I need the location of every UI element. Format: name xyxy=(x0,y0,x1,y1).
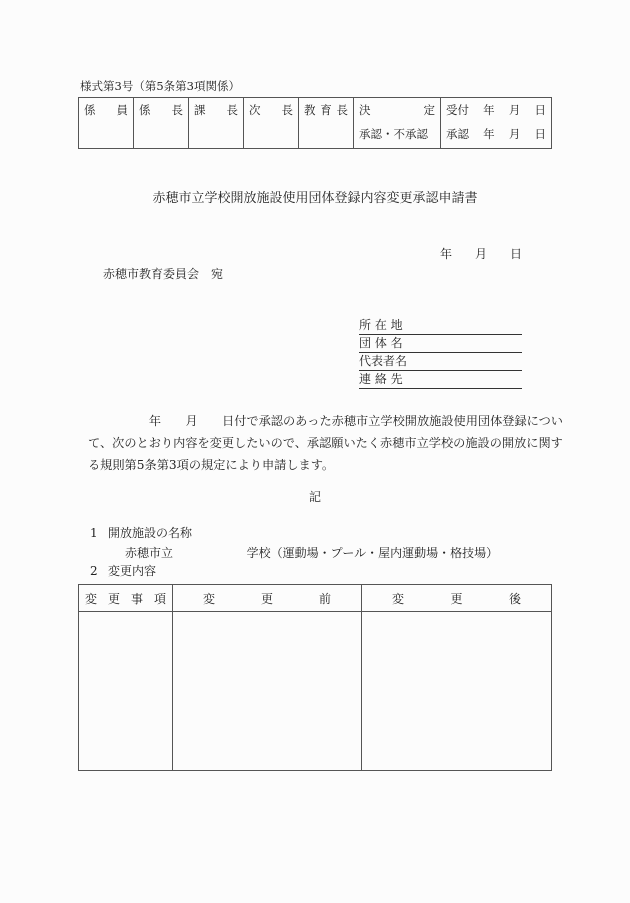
document-title: 赤穂市立学校開放施設使用団体登録内容変更承認申請書 xyxy=(152,191,478,206)
facility-suffix: 学校（運動場・プール・屋内運動場・格技場） xyxy=(246,546,499,560)
form-number-label: 様式第3号（第5条第3項関係） xyxy=(80,79,240,93)
representative-field[interactable]: 代表者名 xyxy=(359,353,522,371)
decision-cell[interactable]: 決 定 承認・不承認 xyxy=(354,98,441,149)
stamp-cell-chief[interactable]: 係 長 xyxy=(134,98,189,149)
approve-reject-label: 承認・不承認 xyxy=(359,127,428,141)
facility-prefix: 赤穂市立 xyxy=(125,546,174,560)
approval-stamp-table xyxy=(78,97,552,149)
header-after: 変 更 後 xyxy=(362,585,552,612)
item-change-content: 2 変更内容 xyxy=(90,564,157,578)
application-body: 年 月 日付で承認のあった赤穂市立学校開放施設使用団体登録につい て、次のとおり内容を変更したいので、承認願いたく赤穂市立学校の施設の開放に関す る規則第5条第3項の規定により申請します。 xyxy=(88,414,563,472)
address-field[interactable]: 所 在 地 xyxy=(359,317,522,335)
received-date-line: 受付 年 月 日 xyxy=(446,103,546,117)
application-date[interactable]: 年 月 日 xyxy=(440,247,522,261)
date-cell[interactable] xyxy=(441,98,552,149)
contact-field[interactable]: 連 絡 先 xyxy=(359,371,522,389)
approved-date-line: 承認 年 月 日 xyxy=(446,127,546,141)
group-name-field[interactable]: 団 体 名 xyxy=(359,335,522,353)
header-before: 変 更 前 xyxy=(173,585,362,612)
stamp-cell-section-chief[interactable]: 課 長 xyxy=(189,98,244,149)
header-change-item: 変 更 事 項 xyxy=(79,585,173,612)
item-facility-name: 1 開放施設の名称 xyxy=(90,526,193,540)
ki-heading: 記 xyxy=(308,490,321,504)
changes-header-row xyxy=(79,585,552,612)
stamp-cell-superintendent[interactable]: 教 育 長 xyxy=(299,98,354,149)
change-item-cell[interactable] xyxy=(79,612,173,771)
after-cell[interactable] xyxy=(362,612,552,771)
before-cell[interactable] xyxy=(173,612,362,771)
changes-table xyxy=(78,584,552,771)
facility-line xyxy=(125,544,498,561)
stamp-cell-deputy[interactable]: 次 長 xyxy=(244,98,299,149)
stamp-cell-staff[interactable]: 係 員 xyxy=(79,98,134,149)
table-row xyxy=(79,612,552,771)
addressee: 赤穂市教育委員会 宛 xyxy=(103,267,224,281)
